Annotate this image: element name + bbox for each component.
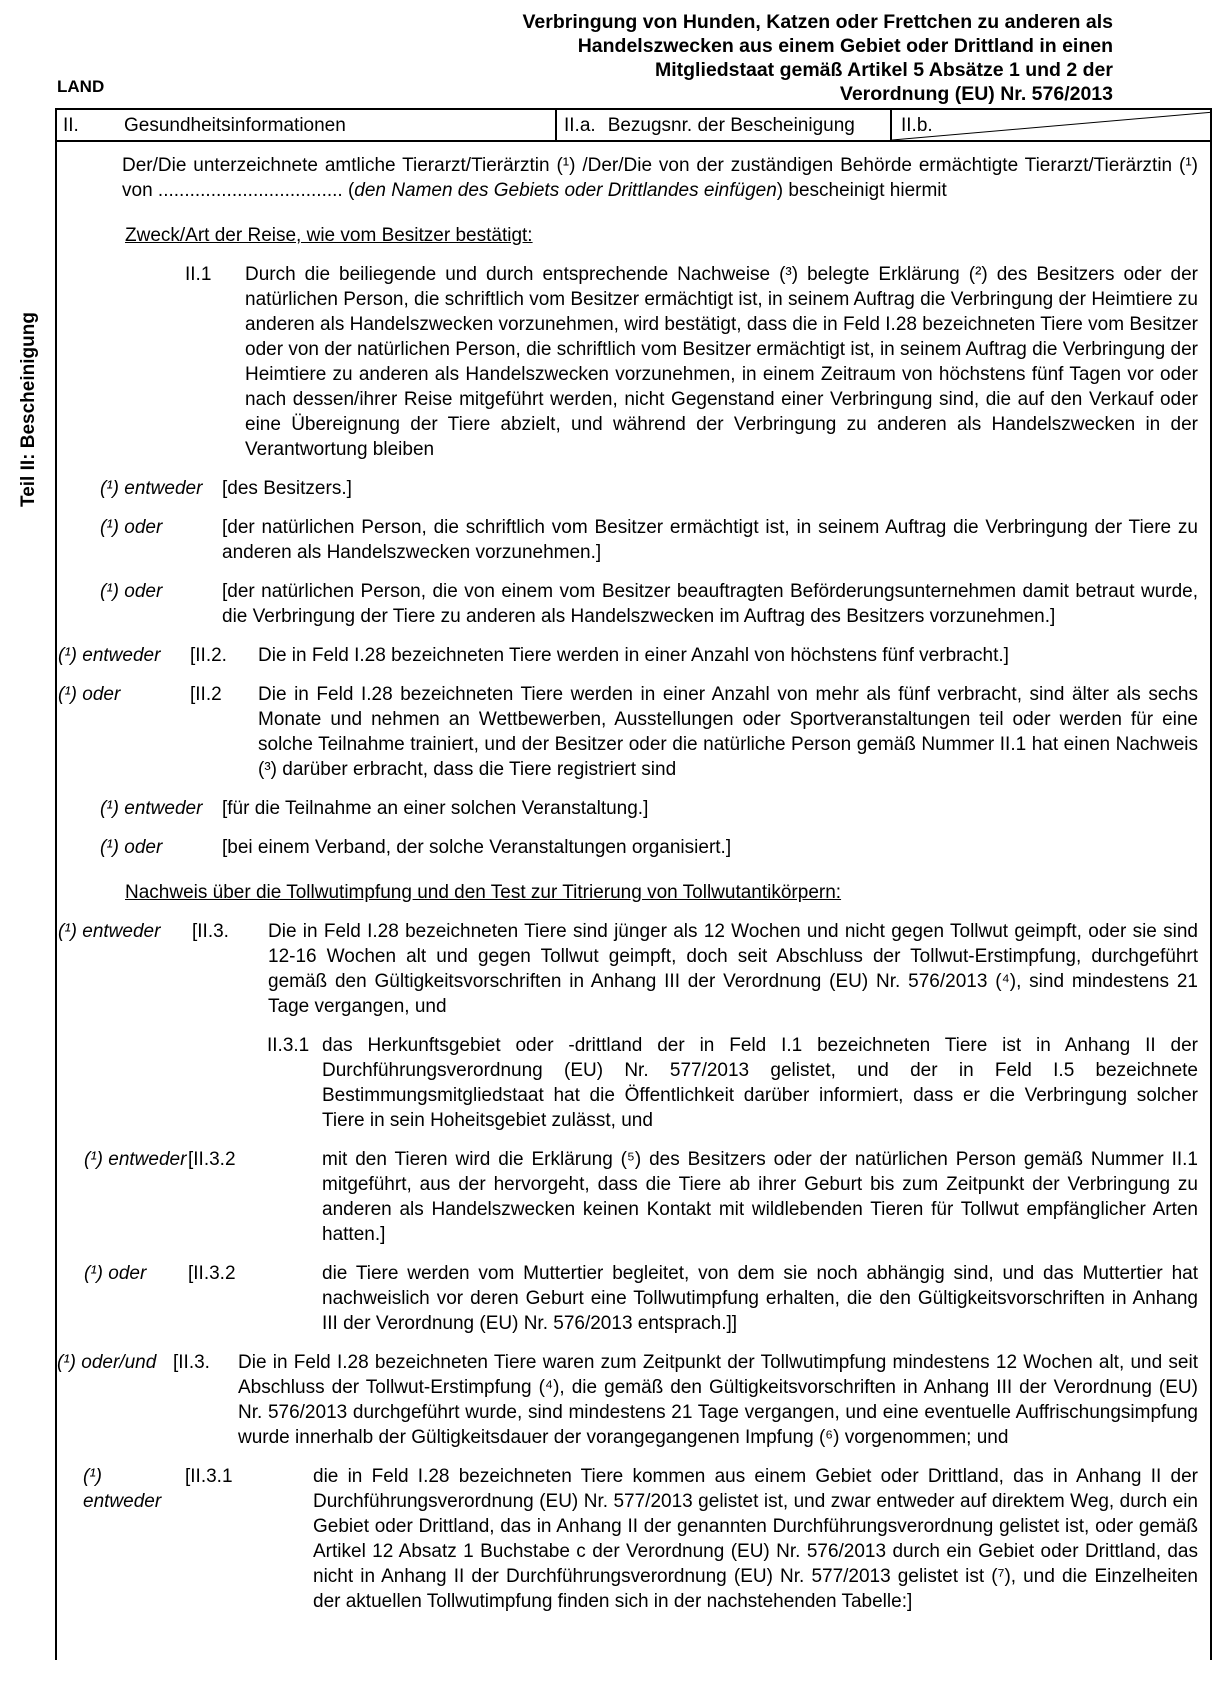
header-cell-certificate-ref bbox=[555, 110, 890, 140]
clause-row-ii31-either bbox=[57, 1464, 1210, 1614]
clause-text: Die in Feld I.28 bezeichneten Tiere sind jünger als 12 Wochen und nicht gegen Tollwut geimpft, oder sie sind 12-16 Wochen alt und gegen Tollwut geimpft, doch seit Abschluss der Tollwut-Erstimpfung, durchgeführt gemäß den Gültigkeitsvorschriften in Anhang III der Verordnung (EU) Nr. 576/2013 (⁴), sind mindestens 21 Tage vergangen, und bbox=[268, 921, 1198, 1017]
clause-number: [II.3.1 bbox=[185, 1466, 233, 1487]
clause-number: [II.3. bbox=[173, 1352, 210, 1373]
document-title bbox=[453, 10, 1113, 106]
clause-text: Die in Feld I.28 bezeichneten Tiere waren zum Zeitpunkt der Tollwutimpfung mindestens 12 Wochen alt, und seit Abschluss der Tollwut-Erstimpfung (⁴), die gemäß den Gültigkeitsvorschriften in Anhang III der Verordnung (EU) Nr. 576/2013 durchgeführt wurde, sind mindestens 21 Tage vergangen, und eine eventuelle Auffrischungsimpfung wurde innerhalb der Gültigkeitsdauer der vorangegangenen Impfung (⁶) vorgenommen; und bbox=[238, 1352, 1198, 1448]
option-text: [der natürlichen Person, die von einem vom Besitzer beauftragten Beförderungsunternehmen damit betraut wurde, die Verbringung der Tiere zu anderen als Handelszwecken im Auftrag des Besitzers vorzunehmen.] bbox=[222, 581, 1198, 627]
option-marker: (¹) entweder bbox=[100, 798, 203, 819]
fill-in-blank-dots: ................................... bbox=[157, 180, 343, 201]
clause-text: das Herkunftsgebiet oder -drittland der in Feld I.1 bezeichneten Tiere ist in Anhang II der Durchführungsverordnung (EU) Nr. 577/2013 gelistet, und der in Feld I.5 bezeichnete Bestimmungsmitgliedstaat hat die Öffentlichkeit darüber informiert, dass er die Verbringung solcher Tiere in sein Hoheitsgebiet zulässt, und bbox=[322, 1035, 1198, 1131]
intro-italic-note: den Namen des Gebiets oder Drittlandes einfügen bbox=[354, 180, 777, 201]
clause-number: II.1 bbox=[185, 264, 212, 285]
clause-row-ii3-orand bbox=[57, 1350, 1210, 1450]
option-marker: (¹) oder bbox=[100, 517, 163, 538]
clause-row-ii32-or bbox=[57, 1261, 1210, 1336]
option-row bbox=[57, 835, 1210, 860]
certificate-body bbox=[57, 140, 1210, 1614]
clause-text: mit den Tieren wird die Erklärung (⁵) des Besitzers oder der natürlichen Person gemäß Nummer II.1 mitgeführt, aus der hervorgeht, dass die Tiere ab ihrer Geburt bis zum Zeitpunkt der Verbringung zu anderen als Handelszwecken keinen Kontakt mit wildlebenden Tieren für Tollwut empfänglicher Arten hatten.] bbox=[322, 1149, 1198, 1245]
clause-number: II.3.1 bbox=[267, 1035, 310, 1056]
country-label: LAND bbox=[57, 77, 105, 96]
clause-row-ii1 bbox=[57, 262, 1210, 462]
option-marker: (¹) oder bbox=[84, 1263, 147, 1284]
option-marker: (¹) entweder bbox=[100, 478, 203, 499]
heading-purpose-of-travel: Zweck/Art der Reise, wie vom Besitzer bestätigt: bbox=[125, 225, 533, 246]
option-text: [bei einem Verband, der solche Veranstaltungen organisiert.] bbox=[222, 837, 732, 858]
clause-number: [II.2 bbox=[190, 684, 222, 705]
diagonal-strikethrough-line bbox=[892, 110, 1210, 140]
option-marker: (¹) oder bbox=[58, 684, 121, 705]
header-cell-number: II.a. bbox=[564, 115, 596, 136]
table-header-row bbox=[55, 108, 1212, 142]
clause-number: [II.3. bbox=[192, 921, 229, 942]
clause-text: Durch die beiliegende und durch entsprechende Nachweise (³) belegte Erklärung (²) des Besitzers oder der natürlichen Person, die schriftlich vom Besitzer ermächtigt ist, in seinem Auftrag die Verbringung der Heimtiere zu anderen als Handelszwecken vorzunehmen, wird bestätigt, dass die in Feld I.28 bezeichneten Tiere vom Besitzer oder von der natürlichen Person, die schriftlich vom Besitzer ermächtigt ist, in seinem Auftrag die Verbringung der Heimtiere zu anderen als Handelszwecken vorzunehmen, in einem Zeitraum von höchstens fünf Tagen vor oder nach dessen/ihrer Reise mitgeführt werden, nicht Gegenstand einer Verbringung sind, die auf den Verkauf oder eine Übereignung der Tiere abzielt, und während der Verbringung zu anderen als Handelszwecken in der Verantwortung bleiben bbox=[245, 264, 1198, 460]
clause-number: [II.3.2 bbox=[188, 1263, 236, 1284]
option-marker: (¹) oder bbox=[100, 581, 163, 602]
clause-number: [II.3.2 bbox=[188, 1149, 236, 1170]
header-cell-health-info bbox=[57, 110, 555, 140]
option-marker: (¹) entweder bbox=[58, 645, 161, 666]
clause-number: [II.2. bbox=[190, 645, 227, 666]
option-marker: (¹) entweder bbox=[58, 921, 161, 942]
option-marker: (¹) oder/und bbox=[57, 1352, 157, 1373]
clause-text: Die in Feld I.28 bezeichneten Tiere werden in einer Anzahl von höchstens fünf verbracht.] bbox=[258, 645, 1009, 666]
header-cell-label: Bezugsnr. der Bescheinigung bbox=[607, 115, 855, 136]
document-title-line: Handelszwecken aus einem Gebiet oder Drittland in einen bbox=[577, 35, 1113, 57]
part-ii-side-label: Teil II: Bescheinigung bbox=[18, 312, 39, 507]
clause-text: Die in Feld I.28 bezeichneten Tiere werden in einer Anzahl von mehr als fünf verbracht, sind älter als sechs Monate und nehmen an Wettbewerben, Ausstellungen oder Sportveranstaltungen teil oder werden für eine solche Teilnahme trainiert, und der Besitzer oder die natürliche Person gemäß Nummer II.1 hat einen Nachweis (³) darüber erbracht, dass die Tiere registriert sind bbox=[258, 684, 1198, 780]
option-text: [der natürlichen Person, die schriftlich vom Besitzer ermächtigt ist, in seinem Auftrag die Verbringung der Tiere zu anderen als Handelszwecken vorzunehmen.] bbox=[222, 517, 1198, 563]
document-title-line: Verordnung (EU) Nr. 576/2013 bbox=[839, 83, 1113, 105]
clause-row-ii31 bbox=[57, 1033, 1210, 1133]
option-row bbox=[57, 476, 1210, 501]
heading-rabies-vaccination: Nachweis über die Tollwutimpfung und den Test zur Titrierung von Tollwutantikörpern: bbox=[125, 882, 842, 903]
header-cell-number: II.b. bbox=[901, 115, 933, 136]
vet-declaration-intro bbox=[57, 153, 1210, 203]
option-row bbox=[57, 579, 1210, 629]
body-border-right bbox=[1210, 140, 1212, 1660]
intro-text: Der/Die unterzeichnete amtliche Tierarzt/Tierärztin (¹) /Der/Die von der zuständigen Behörde ermächtigte Tierarzt/Tierärztin (¹) von bbox=[122, 155, 1198, 201]
intro-text: ) bescheinigt hiermit bbox=[776, 180, 947, 201]
option-marker: (¹) entweder bbox=[83, 1466, 162, 1512]
option-text: [für die Teilnahme an einer solchen Veranstaltung.] bbox=[222, 798, 649, 819]
clause-text: die in Feld I.28 bezeichneten Tiere kommen aus einem Gebiet oder Drittland, das in Anhang II der Durchführungsverordnung (EU) Nr. 577/2013 gelistet ist, und zwar entweder auf direktem Weg, durch ein Gebiet oder Drittland, das in Anhang II der genannten Durchführungsverordnung gelistet ist, oder gemäß Artikel 12 Absatz 1 Buchstabe c der Verordnung (EU) Nr. 576/2013 durch ein Gebiet oder Drittland, das nicht in Anhang II der Durchführungsverordnung (EU) Nr. 577/2013 gelistet ist (⁷), und die Einzelheiten der aktuellen Tollwutimpfung finden sich in der nachstehenden Tabelle:] bbox=[313, 1466, 1198, 1612]
option-marker: (¹) oder bbox=[100, 837, 163, 858]
header-cell-label: Gesundheitsinformationen bbox=[124, 115, 346, 136]
clause-row-ii2-either bbox=[57, 643, 1210, 668]
clause-row-ii3-either bbox=[57, 919, 1210, 1019]
clause-row-ii2-or bbox=[57, 682, 1210, 782]
intro-text: ( bbox=[342, 180, 355, 201]
clause-row-ii32-either bbox=[57, 1147, 1210, 1247]
header-cell-number: II. bbox=[63, 115, 79, 136]
option-row bbox=[57, 515, 1210, 565]
document-title-line: Verbringung von Hunden, Katzen oder Frettchen zu anderen als bbox=[522, 11, 1113, 33]
header-cell-iib bbox=[890, 110, 1210, 140]
option-text: [des Besitzers.] bbox=[222, 478, 352, 499]
clause-text: die Tiere werden vom Muttertier begleitet, von dem sie noch abhängig sind, und das Muttertier hat nachweislich vor deren Geburt eine Tollwutimpfung erhalten, die den Gültigkeitsvorschriften in Anhang III der Verordnung (EU) Nr. 576/2013 entsprach.]] bbox=[322, 1263, 1198, 1334]
document-title-line: Mitgliedstaat gemäß Artikel 5 Absätze 1 und 2 der bbox=[654, 59, 1113, 81]
option-marker: (¹) entweder bbox=[84, 1149, 187, 1170]
option-row bbox=[57, 796, 1210, 821]
